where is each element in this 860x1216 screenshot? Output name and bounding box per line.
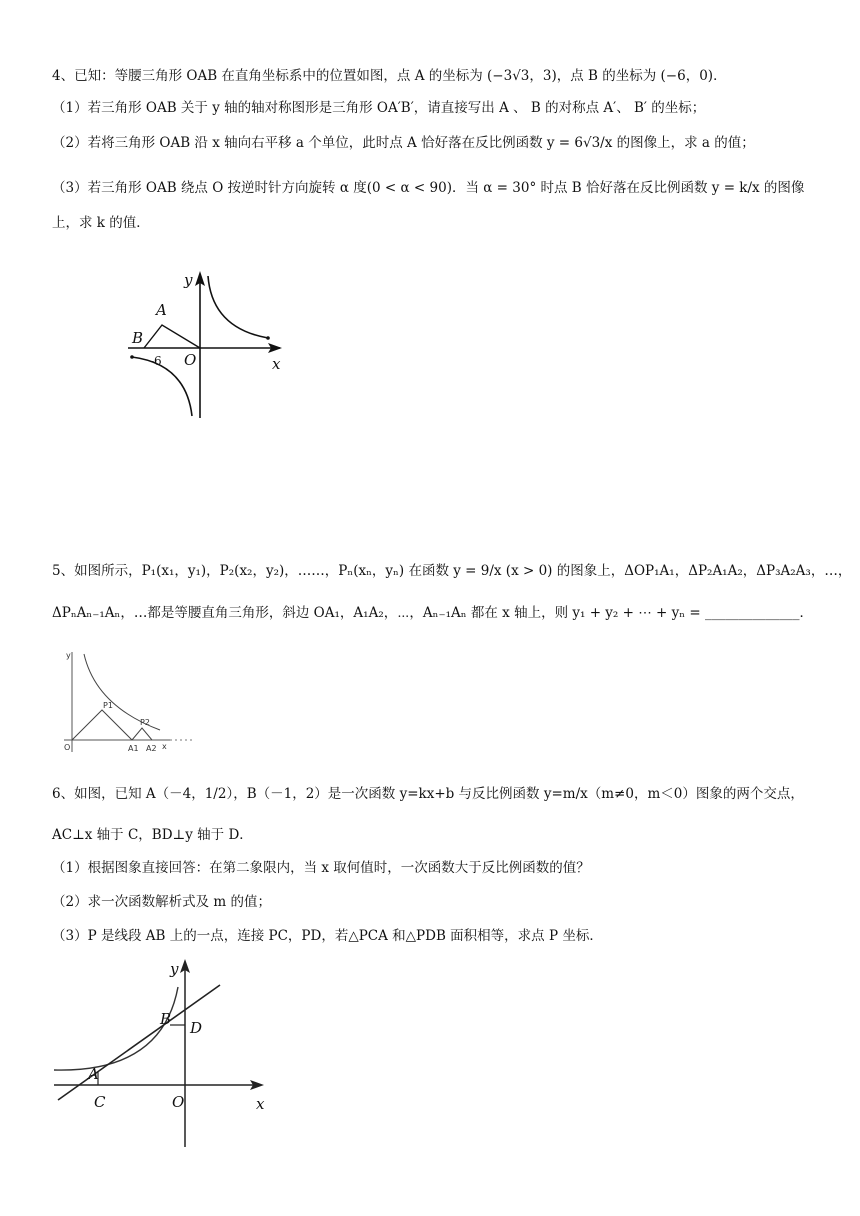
problem4-question-2: （2）若将三角形 OAB 沿 x 轴向右平移 a 个单位，此时点 A 恰好落在反比例函数 y = 6√3/x 的图像上，求 a 的值； bbox=[52, 135, 755, 151]
label-o: O bbox=[172, 1093, 185, 1111]
label-a: A bbox=[88, 1065, 99, 1083]
label-y: y bbox=[184, 271, 193, 289]
problem6-line-1: 6、如图，已知 A（－4，1/2），B（－1，2）是一次函数 y=kx+b 与反比例函数 y=m/x（m≠0，m＜0）图象的两个交点， bbox=[52, 786, 804, 802]
label-y: y bbox=[66, 651, 71, 660]
label-p1: P1 bbox=[103, 701, 113, 710]
triangle-p2a1a2 bbox=[132, 728, 152, 740]
problem6-question-3: （3）P 是线段 AB 上的一点，连接 PC，PD，若△PCA 和△PDB 面积相等，求点 P 坐标． bbox=[52, 928, 603, 944]
label-o: O bbox=[64, 743, 71, 752]
problem6-question-1: （1）根据图象直接回答：在第二象限内，当 x 取何值时，一次函数大于反比例函数的值？ bbox=[52, 860, 590, 876]
label-b: B bbox=[160, 1010, 172, 1028]
problem5-figure bbox=[58, 648, 198, 758]
label-d: D bbox=[190, 1019, 203, 1037]
hyperbola-branch-q1 bbox=[208, 276, 268, 338]
problem4-figure bbox=[120, 268, 290, 423]
problem4-question-3-cont: 上，求 k 的值． bbox=[52, 215, 150, 231]
label-a1: A1 bbox=[128, 744, 139, 753]
problem6-figure bbox=[50, 955, 275, 1155]
label-neg6: -6 bbox=[150, 354, 162, 368]
problem4-question-3: （3）若三角形 OAB 绕点 O 按逆时针方向旋转 α 度(0 < α < 90)．当 α = 30° 时点 B 恰好落在反比例函数 y = k/x 的图像 bbox=[52, 180, 805, 196]
problem4-question-1: （1）若三角形 OAB 关于 y 轴的轴对称图形是三角形 OA′B′，请直接写出 A 、 B 的对称点 A′、 B′ 的坐标； bbox=[52, 100, 706, 116]
label-x: x bbox=[256, 1095, 265, 1113]
label-b: B bbox=[132, 329, 144, 347]
problem5-line-1: 5、如图所示，P₁(x₁，y₁)，P₂(x₂，y₂)，……，Pₙ(xₙ，yₙ) 在函数 y = 9/x (x > 0) 的图象上，ΔOP₁A₁，ΔP₂A₁A₂，ΔP₃A₂A₃，…， bbox=[52, 563, 852, 579]
problem4-intro: 4、已知：等腰三角形 OAB 在直角坐标系中的位置如图，点 A 的坐标为 (−3√3，3)，点 B 的坐标为 (−6，0)． bbox=[52, 68, 727, 84]
label-x: x bbox=[162, 742, 167, 751]
label-a2: A2 bbox=[146, 744, 157, 753]
label-c: C bbox=[94, 1093, 106, 1111]
problem5-line-2: ΔPₙAₙ₋₁Aₙ，…都是等腰直角三角形，斜边 OA₁，A₁A₂，⋯，Aₙ₋₁Aₙ 都在 x 轴上，则 y₁ + y₂ + ⋯ + yₙ = ______________． bbox=[52, 605, 813, 621]
label-y: y bbox=[170, 960, 179, 978]
problem6-line-2: AC⊥x 轴于 C，BD⊥y 轴于 D． bbox=[52, 827, 253, 843]
label-p2: P2 bbox=[140, 718, 150, 727]
linear-function bbox=[58, 985, 220, 1100]
triangle-op1a1 bbox=[72, 710, 132, 740]
label-o: O bbox=[184, 351, 197, 369]
label-a: A bbox=[156, 301, 167, 319]
label-x: x bbox=[272, 355, 281, 373]
problem6-question-2: （2）求一次函数解析式及 m 的值； bbox=[52, 894, 271, 910]
hyperbola-branch-q3 bbox=[132, 357, 192, 416]
triangle-oab bbox=[144, 325, 200, 348]
